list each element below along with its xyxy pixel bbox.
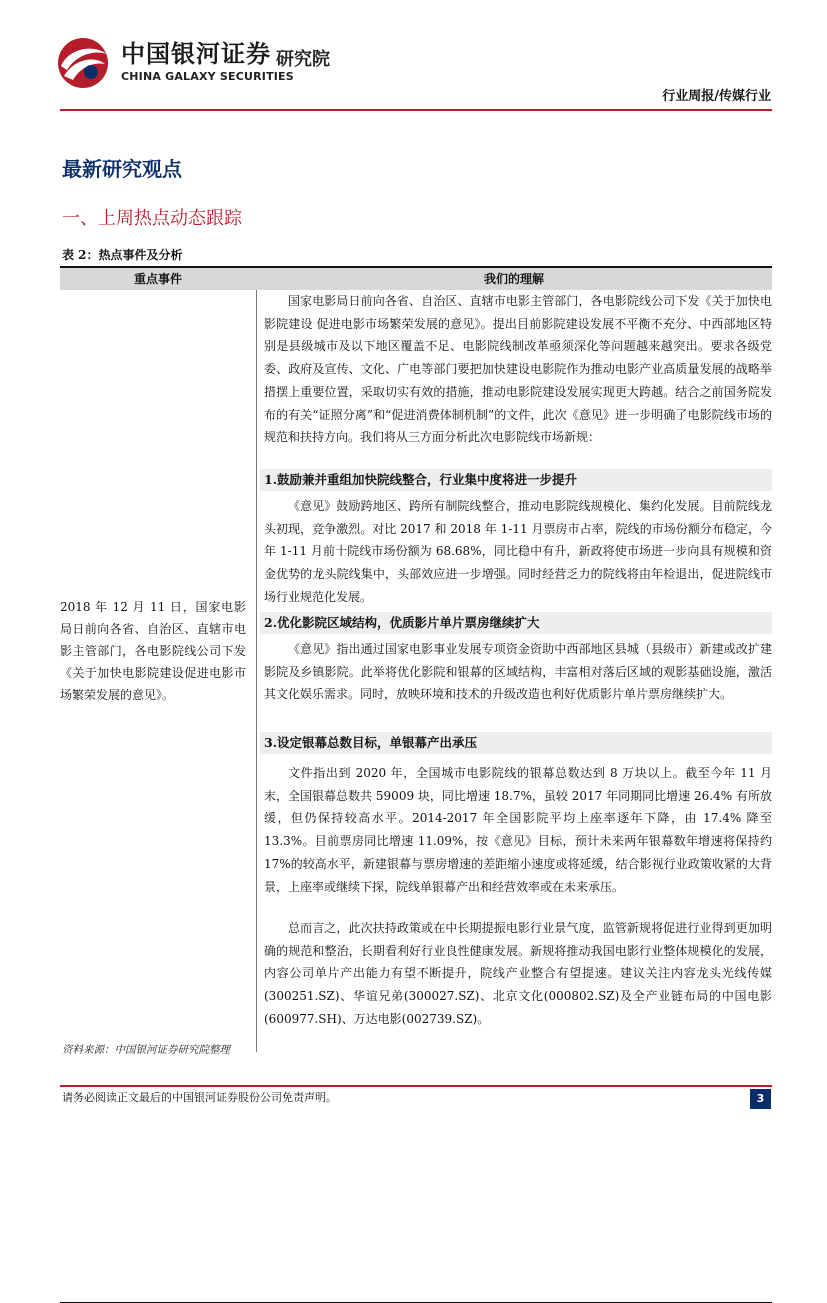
table-header-row	[60, 266, 772, 290]
report-type: 行业周报/传媒行业	[662, 89, 771, 104]
conclusion-paragraph: 总而言之，此次扶持政策或在中长期提振电影行业景气度，监管新规将促进行业得到更加明确的规范和整治，长期看利好行业良性健康发展。新规将推动我国电影行业整体规模化的发展，内容公司单片产出能力有望不断提升，院线产业整合有望提速。建议关注内容龙头光线传媒(300251.SZ)、华谊兄弟(300027.SZ)、北京文化(000802.SZ)及全产业链布局的中国电影(600977.SH)、万达电影(002739.SZ)。	[264, 921, 772, 1026]
subheading-3: 3.设定银幕总数目标，单银幕产出承压	[264, 735, 478, 750]
page-number: 3	[750, 1089, 771, 1109]
header-divider	[60, 109, 772, 111]
table-header-our-view: 我们的理解	[483, 272, 544, 286]
table-caption: 表 2：热点事件及分析	[62, 248, 183, 262]
subheading-2: 2.优化影院区域结构，优质影片单片票房继续扩大	[264, 615, 540, 630]
section-1-paragraph: 《意见》鼓励跨地区、跨所有制院线整合，推动电影院线规模化、集约化发展。目前院线龙头初现，竞争激烈。对比 2017 和 2018 年 1-11 月票房市占率，院线的市场份额分布稳定，今年 1-11 月前十院线市场份额为 68.68%，同比稳中有升，新政将使市场进一步向具有规模和资金优势的龙头院线集中，头部效应进一步增强。同时经营乏力的院线将由年检退出，促进院线市场行业规范化发展。	[264, 499, 772, 604]
section-2-paragraph: 《意见》指出通过国家电影事业发展专项资金资助中西部地区县城（县级市）新建或改扩建影院及乡镇影院。此举将优化影院和银幕的区域结构，丰富相对落后区域的观影基础设施，激活其文化娱乐需求。同时，放映环境和技术的升级改造也利好优质影片单片票房继续扩大。	[264, 642, 772, 702]
brand-unit: 研究院	[276, 49, 330, 70]
subheading-1: 1.鼓励兼并重组加快院线整合，行业集中度将进一步提升	[264, 472, 578, 487]
subsection-title: 一、上周热点动态跟踪	[62, 208, 242, 229]
footer-disclaimer: 请务必阅读正文最后的中国银河证券股份公司免责声明。	[62, 1091, 337, 1104]
footer-divider	[60, 1085, 772, 1087]
brand-name-en: CHINA GALAXY SECURITIES	[121, 70, 294, 83]
source-note: 资料来源：中国银河证券研究院整理	[62, 1044, 230, 1056]
section-3-paragraph: 文件指出到 2020 年，全国城市电影院线的银幕总数达到 8 万块以上。截至今年 11 月末，全国银幕总数共 59009 块，同比增速 18.7%，虽较 2017 年同期同比增速 26.4% 有所放缓，但仍保持较高水平。2014-2017 年全国影院平均上座率逐年下降，由 17.4% 降至 13.3%。目前票房同比增速 11.09%，按《意见》目标，预计未来两年银幕数年增速将保持约 17%的较高水平，新建银幕与票房增速的差距缩小速度或将延缓，结合影视行业政策收紧的大背景，上座率或继续下探，院线单银幕产出和经营效率或在未来承压。	[264, 766, 772, 894]
section-title: 最新研究观点	[62, 157, 182, 181]
column-divider	[256, 290, 257, 1052]
table-header-key-event: 重点事件	[133, 272, 182, 286]
intro-paragraph: 国家电影局日前向各省、自治区、直辖市电影主管部门，各电影院线公司下发《关于加快电影院建设 促进电影市场繁荣发展的意见》。提出目前影院建设发展不平衡不充分、中西部地区特别是县级城市及以下地区覆盖不足、电影院线制改革亟须深化等问题越来越突出。要求各级党委、政府及宣传、文化、广电等部门要把加快建设电影院作为推动电影产业高质量发展的战略举措摆上重要位置，采取切实有效的措施，推动电影院建设发展实现更大跨越。结合之前国务院发布的有关“证照分离”和“促进消费体制机制”的文件，此次《意见》进一步明确了电影院线市场的规范和扶持方向。我们将从三方面分析此次电影院线市场新规：	[264, 294, 772, 445]
brand-name-cn: 中国银河证券	[121, 40, 271, 68]
key-event-cell: 2018 年 12 月 11 日，国家电影局日前向各省、自治区、直辖市电影主管部门，各电影院线公司下发《关于加快电影院建设促进电影市场繁荣发展的意见》。	[60, 600, 246, 702]
galaxy-logo-icon	[55, 36, 111, 90]
